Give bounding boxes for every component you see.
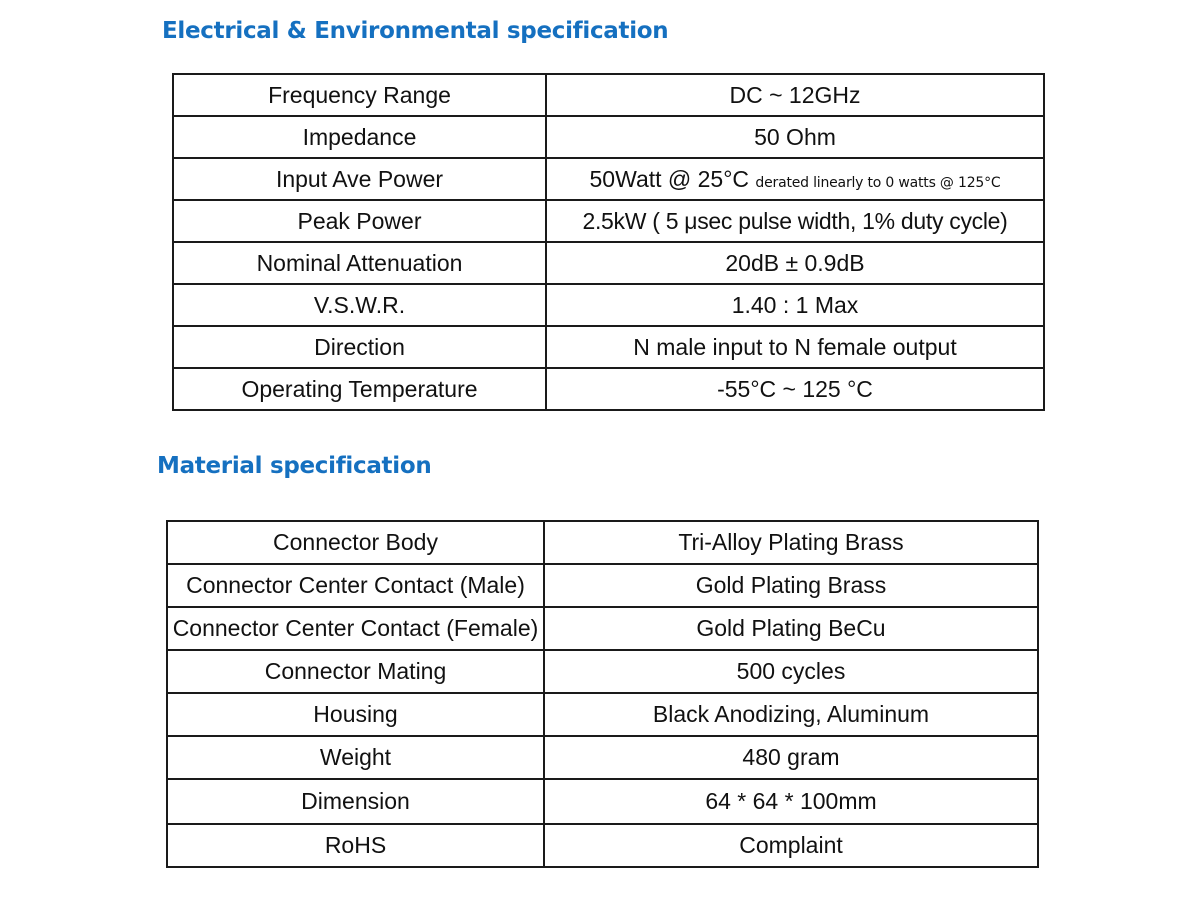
table-row <box>167 824 1038 867</box>
spec-value: 480 gram <box>544 736 1038 779</box>
spec-label: Connector Body <box>167 521 544 564</box>
spec-label: Housing <box>167 693 544 736</box>
spec-value: N male input to N female output <box>546 326 1044 368</box>
spec-value: 2.5kW ( 5 μsec pulse width, 1% duty cycle) <box>546 200 1044 242</box>
spec-label: Frequency Range <box>173 74 546 116</box>
spec-label: Impedance <box>173 116 546 158</box>
spec-label: Input Ave Power <box>173 158 546 200</box>
table-row <box>167 736 1038 779</box>
spec-value: Gold Plating BeCu <box>544 607 1038 650</box>
table-row <box>173 326 1044 368</box>
spec-value: 50 Ohm <box>546 116 1044 158</box>
electrical-spec-table <box>172 73 1045 411</box>
table-row <box>173 116 1044 158</box>
table-row <box>167 521 1038 564</box>
electrical-spec-title: Electrical & Environmental specification <box>162 18 669 44</box>
spec-label: Connector Center Contact (Male) <box>167 564 544 607</box>
table-row <box>167 650 1038 693</box>
table-row <box>173 284 1044 326</box>
table-row <box>167 779 1038 824</box>
spec-value: 50Watt @ 25°C <box>589 165 750 192</box>
table-row <box>173 200 1044 242</box>
spec-value: 1.40 : 1 Max <box>546 284 1044 326</box>
table-row <box>167 607 1038 650</box>
spec-label: Peak Power <box>173 200 546 242</box>
spec-label: Weight <box>167 736 544 779</box>
spec-value-cell <box>546 158 1044 200</box>
spec-value: Black Anodizing, Aluminum <box>544 693 1038 736</box>
spec-value: 64 * 64 * 100mm <box>544 779 1038 824</box>
spec-label: Nominal Attenuation <box>173 242 546 284</box>
table-row <box>173 74 1044 116</box>
table-row <box>173 158 1044 200</box>
spec-value-note: derated linearly to 0 watts @ 125°C <box>755 174 1001 191</box>
spec-label: Direction <box>173 326 546 368</box>
spec-label: Operating Temperature <box>173 368 546 410</box>
material-spec-table <box>166 520 1039 868</box>
table-row <box>167 693 1038 736</box>
material-spec-title: Material specification <box>157 453 432 479</box>
spec-value: Gold Plating Brass <box>544 564 1038 607</box>
spec-label: Connector Center Contact (Female) <box>167 607 544 650</box>
table-row <box>173 242 1044 284</box>
table-row <box>173 368 1044 410</box>
table-row <box>167 564 1038 607</box>
spec-value: Tri-Alloy Plating Brass <box>544 521 1038 564</box>
spec-label: Connector Mating <box>167 650 544 693</box>
spec-value: Complaint <box>544 824 1038 867</box>
spec-value: 20dB ± 0.9dB <box>546 242 1044 284</box>
spec-label: Dimension <box>167 779 544 824</box>
spec-label: V.S.W.R. <box>173 284 546 326</box>
spec-label: RoHS <box>167 824 544 867</box>
spec-value: DC ~ 12GHz <box>546 74 1044 116</box>
spec-value: 500 cycles <box>544 650 1038 693</box>
spec-value: -55°C ~ 125 °C <box>546 368 1044 410</box>
